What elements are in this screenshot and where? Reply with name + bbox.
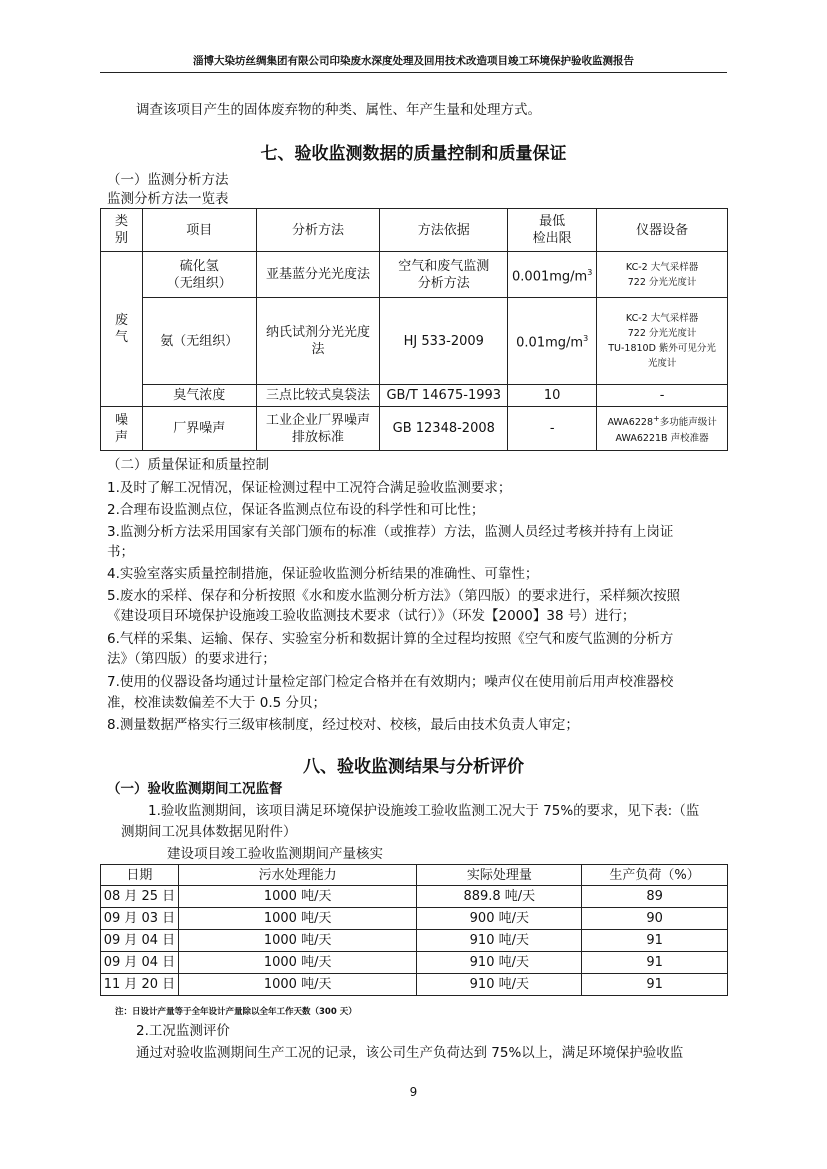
table-row	[101, 974, 728, 996]
header-load: 生产负荷（%）	[582, 865, 728, 886]
qa-line: 准，校准读数偏差不大于 0.5 分贝；	[107, 695, 327, 711]
header-basis: 方法依据	[380, 209, 508, 252]
qa-line: 3.监测分析方法采用国家有关部门颁布的标准（或推荐）方法，监测人员经过考核并持有上岗证	[107, 524, 674, 540]
cell-item: 臭气浓度	[173, 388, 226, 403]
cell-instrument: AWA6221B 声校准器	[615, 432, 709, 444]
cat-gas-1: 废	[114, 313, 128, 328]
cell-basis: GB/T 14675-1993	[386, 388, 502, 403]
header-cat-b: 别	[114, 231, 128, 246]
cell-date: 08 月 25 日	[101, 886, 179, 908]
cell-limit: 10	[543, 388, 561, 403]
cell-method: 纳氏试剂分光光度	[266, 325, 371, 340]
cell-date: 09 月 03 日	[101, 908, 179, 930]
output-table	[100, 864, 728, 996]
section8-title: 八、验收监测结果与分析评价	[303, 757, 524, 777]
header-instrument: 仪器设备	[597, 209, 728, 252]
qa-line: 2.合理布设监测点位，保证各监测点位布设的科学性和可比性；	[107, 502, 485, 518]
header-item: 项目	[142, 209, 256, 252]
cell-load: 91	[582, 974, 728, 996]
qa-line: 8.测量数据严格实行三级审核制度，经过校对、校核，最后由技术负责人审定；	[107, 717, 579, 733]
cell-capacity: 1000 吨/天	[178, 930, 417, 952]
method-table	[100, 208, 728, 451]
cell-load: 89	[582, 886, 728, 908]
cell-basis: GB 12348-2008	[392, 421, 495, 436]
header-limit-a: 最低	[539, 214, 566, 229]
cat-noise-1: 噪	[114, 412, 128, 428]
method-table-header	[101, 209, 728, 252]
cell-actual: 889.8 吨/天	[417, 886, 582, 908]
header-cat-a: 类	[114, 214, 128, 229]
cell-load: 91	[582, 952, 728, 974]
cat-noise-2: 声	[114, 429, 128, 445]
cell-date: 09 月 04 日	[101, 930, 179, 952]
cell-capacity: 1000 吨/天	[178, 886, 417, 908]
cell-actual: 900 吨/天	[417, 908, 582, 930]
table-row	[101, 930, 728, 952]
qa-line: 法》（第四版）的要求进行；	[107, 651, 276, 667]
method-table-caption: 监测分析方法一览表	[107, 191, 229, 207]
cell-limit-sup: 3	[583, 334, 589, 344]
cell-instrument: 722 分光光度计	[627, 276, 697, 288]
cell-method: 排放标准	[292, 429, 345, 445]
cell-item: 硫化氢	[179, 258, 219, 274]
table-row	[101, 298, 728, 385]
page-header: 淄博大染坊丝绸集团有限公司印染废水深度处理及回用技术改造项目竣工环境保护验收监测报告	[100, 53, 727, 73]
section7-title: 七、验收监测数据的质量控制和质量保证	[260, 144, 567, 164]
header-actual: 实际处理量	[417, 865, 582, 886]
cell-limit: -	[549, 421, 555, 436]
cell-basis: HJ 533-2009	[403, 333, 484, 349]
cell-actual: 910 吨/天	[417, 952, 582, 974]
qa-line: 《建设项目环境保护设施竣工验收监测技术要求（试行）》（环发【2000】38 号）进行；	[107, 608, 636, 624]
header-capacity: 污水处理能力	[178, 865, 417, 886]
section8-para1-a: 1.验收监测期间，该项目满足环境保护设施竣工验收监测工况大于 75%的要求，见下表:（监	[148, 803, 700, 819]
section8-para1-b: 测期间工况具体数据见附件）	[121, 824, 297, 840]
cell-date: 11 月 20 日	[101, 974, 179, 996]
table-row	[101, 908, 728, 930]
section8-sub2: 2.工况监测评价	[136, 1023, 230, 1039]
cell-instrument-sup: +	[652, 414, 660, 424]
table-row	[101, 886, 728, 908]
qa-line: 6.气样的采集、运输、保存、实验室分析和数据计算的全过程均按照《空气和废气监测的分析方	[107, 631, 674, 647]
section7-sub2: （二）质量保证和质量控制	[107, 457, 269, 473]
section7-sub1: （一）监测分析方法	[107, 172, 229, 188]
cell-date: 09 月 04 日	[101, 952, 179, 974]
cell-item: 厂界噪声	[173, 421, 226, 436]
table-row	[101, 385, 728, 407]
qa-line: 1.及时了解工况情况，保证检测过程中工况符合满足验收监测要求；	[107, 480, 512, 496]
cell-instrument: KC-2 大气采样器	[625, 313, 699, 324]
cat-gas-2: 气	[114, 330, 128, 345]
qa-line: 书；	[107, 544, 134, 560]
cell-basis: 分析方法	[417, 275, 470, 291]
cell-actual: 910 吨/天	[417, 974, 582, 996]
table-row	[101, 952, 728, 974]
cell-basis: 空气和废气监测	[398, 258, 490, 274]
qa-line: 5.废水的采样、保存和分析按照《水和废水监测分析方法》（第四版）的要求进行，采样频次按照	[107, 588, 681, 604]
cell-load: 91	[582, 930, 728, 952]
cell-item: 氨（无组织）	[160, 333, 239, 349]
cell-instrument: 光度计	[647, 358, 677, 369]
header-date: 日期	[101, 865, 179, 886]
cell-instrument: 722 分光光度计	[627, 328, 697, 339]
cell-instrument: KC-2 大气采样器	[625, 261, 699, 273]
cell-capacity: 1000 吨/天	[178, 952, 417, 974]
cell-capacity: 1000 吨/天	[178, 908, 417, 930]
header-limit-b: 检出限	[532, 231, 572, 246]
table-note: 注：日设计产量等于全年设计产量除以全年工作天数（300 天）	[115, 1007, 357, 1017]
output-table-header	[101, 865, 728, 886]
table-row	[101, 252, 728, 298]
cell-load: 90	[582, 908, 728, 930]
cell-instrument: AWA6228	[607, 417, 653, 429]
cell-capacity: 1000 吨/天	[178, 974, 417, 996]
intro-line: 调查该项目产生的固体废弃物的种类、属性、年产生量和处理方式。	[136, 102, 541, 118]
table-row	[101, 407, 728, 451]
cell-actual: 910 吨/天	[417, 930, 582, 952]
section8-para2: 通过对验收监测期间生产工况的记录，该公司生产负荷达到 75%以上，满足环境保护验收监	[136, 1045, 684, 1061]
cell-method: 亚基蓝分光光度法	[266, 267, 371, 282]
cell-method: 工业企业厂界噪声	[266, 412, 371, 428]
cell-limit: 0.001mg/m	[512, 269, 588, 285]
cell-method: 三点比较式臭袋法	[266, 388, 371, 403]
header-method: 分析方法	[256, 209, 380, 252]
cell-instrument: 多功能声级计	[659, 417, 717, 429]
qa-line: 7.使用的仪器设备均通过计量检定部门检定合格并在有效期内；噪声仪在使用前后用声校准器校	[107, 674, 674, 690]
cell-method: 法	[311, 342, 325, 357]
cell-item: （无组织）	[166, 275, 232, 291]
section8-sub1: （一）验收监测期间工况监督	[107, 781, 283, 797]
qa-line: 4.实验室落实质量控制措施，保证验收监测分析结果的准确性、可靠性；	[107, 566, 539, 582]
cell-instrument: -	[659, 388, 665, 403]
page-number: 9	[409, 1085, 418, 1099]
cell-instrument: TU-1810D 紫外可见分光	[608, 343, 716, 354]
cell-limit-sup: 3	[587, 267, 593, 277]
cell-limit: 0.01mg/m	[516, 335, 584, 351]
output-table-caption: 建设项目竣工验收监测期间产量核实	[167, 846, 383, 862]
